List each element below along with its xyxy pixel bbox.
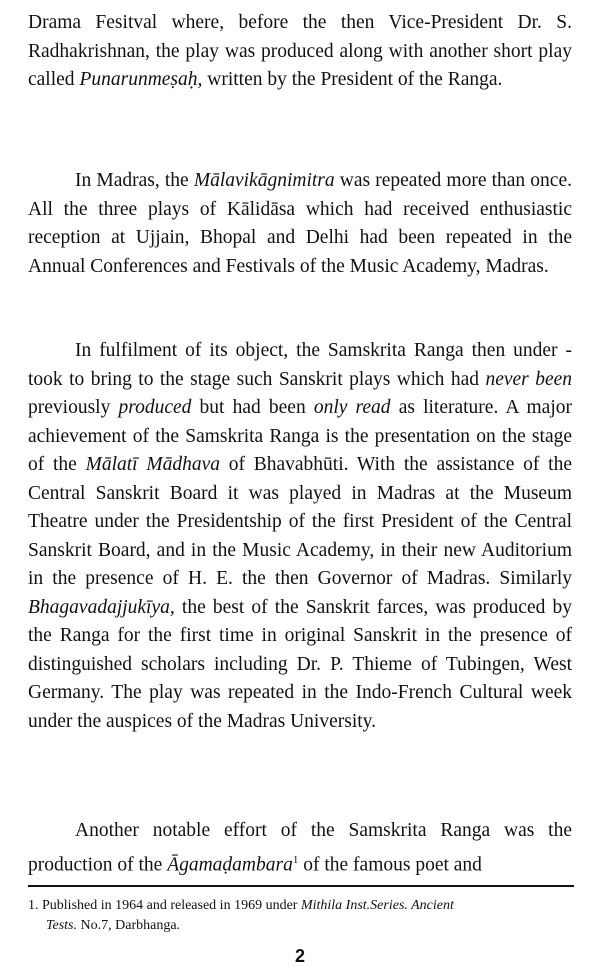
footnote-series-title: Mithila Inst.Series. Ancient xyxy=(300,898,454,913)
play-title-malavikagnimitra: Mālavikāgnimitra xyxy=(193,170,335,191)
text-run: as literature. A major achievement of the Samskrita Ranga is the presentation on the stage of the xyxy=(28,397,573,475)
footnote-continuation xyxy=(28,916,574,936)
footnote-divider xyxy=(28,885,574,887)
emphasis-only-read: only read xyxy=(313,397,391,418)
footnote-marker[interactable]: 1 xyxy=(292,853,299,866)
text-run: the best of the Sanskrit farces, was produced by the Ranga for the first time in original Sanskrit in the presence of distinguished scholars including Dr. P. Thieme of Tubingen, West Germany. The play was repeated in the Indo-French Cultural week under the auspices of the Madras University. xyxy=(28,596,572,732)
page-number: 2 xyxy=(294,946,305,966)
footnote-text: No.7, Darbhanga. xyxy=(77,918,181,933)
text-run: was repeated more than once. All the three plays of Kālidāsa which had received enthusiastic reception at Ujjain, Bhopal and Delhi had been repeated in the Annual Conferences and Festivals of the Music Academy, Madras. xyxy=(28,170,572,277)
footnote-text: Published in 1964 and released in 1969 under xyxy=(42,898,301,913)
emphasis-never-been: never been xyxy=(485,368,572,390)
text-run: Drama Fesitval where, before the then Vice-President Dr. S. Radhakrishnan, the play was produced along with another short play called xyxy=(28,12,572,90)
text-run: In Madras, the xyxy=(75,170,194,191)
paragraph-agamadambara xyxy=(28,817,572,880)
paragraph-madras xyxy=(28,167,572,281)
play-title-bhagavadajjukiya: Bhagavadajjukīya, xyxy=(28,596,175,618)
play-title-agamadambara: Āgamaḍambara xyxy=(167,854,293,875)
text-run: of Bhavabhūti. With the assistance of the Central Sanskrit Board it was played in Madras at the Museum Theatre under the Presidentship of the first President of the Central Sanskrit Board, and in the Music Academy, in their new Auditorium in the presence of H. E. the then Governor of Madras. Similarly xyxy=(28,454,572,589)
text-run: In fulfilment of its object, the Samskrita Ranga then under - took to bring to the stage such Sanskrit plays which had xyxy=(28,340,572,390)
footnote xyxy=(28,896,574,936)
emphasis-produced: produced xyxy=(118,397,192,418)
text-run: previously xyxy=(28,397,119,418)
paragraph-fulfilment xyxy=(28,337,572,736)
text-run: of the famous poet and xyxy=(298,854,482,875)
footnote-series-title-cont: Tests. xyxy=(46,918,78,933)
footnote-number: 1. xyxy=(28,898,39,913)
text-run: but had been xyxy=(191,397,314,418)
text-run: written by the President of the Ranga. xyxy=(202,69,503,90)
text-run: Another notable effort of the Samskrita Ranga was the production of the xyxy=(28,820,572,875)
play-title-malati-madhava: Mālatī Mādhava xyxy=(85,454,220,475)
play-title-punarunmesah: Punarunmeṣaḥ, xyxy=(79,69,203,90)
paragraph-drama-festival xyxy=(28,9,572,95)
